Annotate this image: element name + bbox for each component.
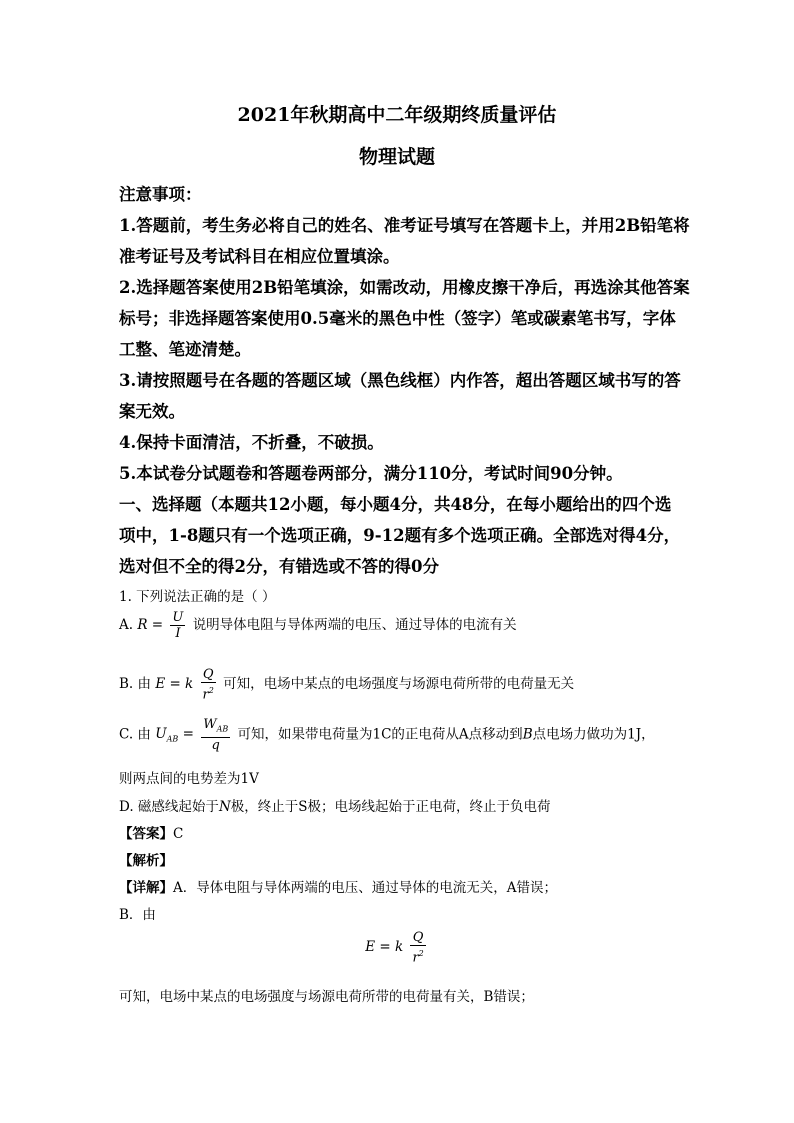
section-line: 一、选择题（本题共12小题，每小题4分，共48分，在每小题给出的四个选 — [119, 495, 672, 514]
option-a — [119, 610, 517, 641]
section-line: 选对但不全的得2分，有错选或不答的得0分 — [119, 557, 439, 576]
section-line: 项中，1-8题只有一个选项正确，9-12题有多个选项正确。全部选对得4分， — [119, 526, 681, 545]
note-line: 4.保持卡面清洁，不折叠，不破损。 — [119, 433, 384, 452]
subject-title: 物理试题 — [358, 146, 435, 168]
option-c-line2: 则两点间的电势差为1V — [119, 771, 259, 787]
note-line: 工整、笔迹清楚。 — [119, 340, 251, 359]
answer-value: C — [173, 826, 184, 842]
answer-label: 【答案】 — [119, 826, 173, 842]
note-line: 标号；非选择题答案使用0.5毫米的黑色中性（签字）笔或碳素笔书写，字体 — [119, 309, 676, 328]
option-b — [119, 667, 574, 702]
option-c-numerator: $W_{AB}$ — [201, 717, 230, 738]
option-c-formula-lhs: $U_{AB}$ = — [155, 726, 194, 744]
formula-fraction — [410, 930, 425, 965]
option-a-denominator: I — [175, 626, 181, 641]
note-line: 2.选择题答案使用2B铅笔填涂，如需改动，用橡皮擦干净后，再选涂其他答案 — [119, 278, 690, 297]
conclusion-line: 可知，电场中某点的电场强度与场源电荷所带的电荷量有关，B错误； — [119, 989, 534, 1005]
option-b-fraction — [201, 667, 216, 702]
note-line: 案无效。 — [119, 402, 185, 421]
note-line: 准考证号及考试科目在相应位置填涂。 — [119, 247, 400, 266]
detail-b-label: B．由 — [119, 907, 156, 923]
option-c-text: 可知，如果带电荷量为1C的正电荷从A点移动到B点电场力做功为1J， — [237, 726, 655, 743]
analysis-label: 【解析】 — [119, 853, 173, 869]
formula-lhs: E = k — [365, 939, 404, 956]
option-a-label: A. — [119, 617, 134, 633]
detail-label: 【详解】 — [119, 880, 173, 896]
formula-numerator: Q — [410, 930, 425, 946]
option-b-label: B. 由 — [119, 676, 152, 693]
option-d: D. 磁感线起始于N极，终止于S极；电场线起始于正电荷，终止于负电荷 — [119, 799, 551, 815]
option-a-numerator: U — [172, 610, 184, 625]
option-c — [119, 717, 655, 753]
answer-line — [119, 822, 183, 842]
option-a-formula-lhs: R = — [137, 617, 164, 633]
option-b-formula-lhs: E = k — [155, 676, 194, 693]
note-line: 1.答题前，考生务必将自己的姓名、准考证号填写在答题卡上，并用2B铅笔将 — [119, 216, 690, 235]
formula-denominator: $r^2$ — [412, 949, 424, 966]
note-line: 3.请按照题号在各题的答题区域（黑色线框）内作答，超出答题区域书写的答 — [119, 371, 681, 390]
option-c-denominator: q — [211, 737, 220, 753]
option-c-label: C. 由 — [119, 726, 151, 743]
option-b-text: 可知，电场中某点的电场强度与场源电荷所带的电荷量无关 — [223, 676, 575, 693]
option-a-text: 说明导体电阻与导体两端的电压、通过导体的电流有关 — [192, 617, 517, 633]
center-formula — [0, 930, 794, 965]
option-b-numerator: Q — [201, 667, 216, 683]
question-stem: 1. 下列说法正确的是（ ） — [119, 589, 276, 605]
detail-text: A．导体电阻与导体两端的电压、通过导体的电流无关，A错误； — [173, 880, 557, 896]
detail-line — [119, 876, 557, 896]
note-line: 5.本试卷分试题卷和答题卷两部分，满分110分，考试时间90分钟。 — [119, 464, 623, 483]
option-a-fraction — [170, 610, 185, 641]
option-b-denominator: $r^2$ — [202, 686, 214, 703]
exam-title: 2021年秋期高中二年级期终质量评估 — [237, 104, 557, 126]
notes-heading: 注意事项： — [119, 185, 202, 204]
option-c-fraction — [201, 717, 230, 753]
